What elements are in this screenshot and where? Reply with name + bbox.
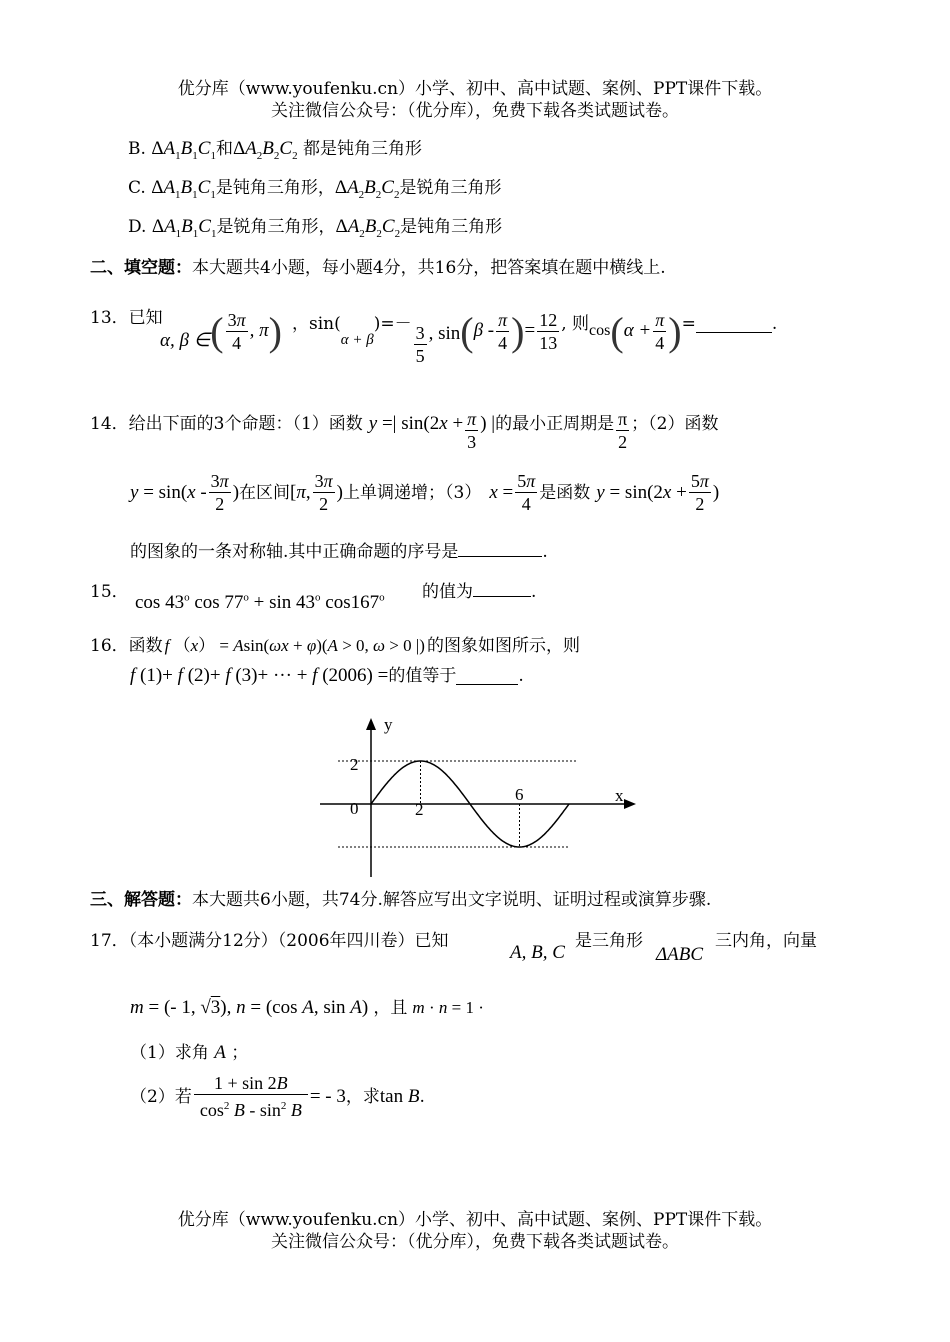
section-3-title: 三、解答题： xyxy=(90,890,192,910)
y-axis-arrow-icon xyxy=(366,718,376,730)
equals-math: = xyxy=(524,320,536,341)
q13-formula xyxy=(160,301,778,366)
q13-answer-blank xyxy=(696,316,772,333)
page-footer-line2: 关注微信公众号：（优分库），免费下载各类试题试卷。 xyxy=(271,1232,679,1252)
option-c-tail: 是锐角三角形 xyxy=(399,178,502,198)
option-c xyxy=(128,176,501,207)
equals-neg-3-math: = - 3 xyxy=(309,1085,346,1107)
q14-text-4: 在区间 xyxy=(239,482,291,503)
q17-text-4: ，且 xyxy=(373,998,408,1018)
q14-line-3-text: 的图象的一条对称轴.其中正确命题的序号是 xyxy=(130,542,459,562)
q14-text-1: 给出下面的3个命题：（1）函数 xyxy=(128,413,363,434)
q16-text-1: 函数 xyxy=(128,636,163,656)
section-3-heading xyxy=(90,888,711,912)
triangle-1-math: $\Delta A_1B_1C_1$ xyxy=(151,177,216,201)
option-c-mid: 是钝角三角形， xyxy=(215,178,335,198)
right-paren: ) xyxy=(511,308,525,354)
q14-answer-blank xyxy=(458,540,542,557)
x-tick-6-label: 6 xyxy=(515,785,524,804)
close-paren-math: ) xyxy=(232,481,240,503)
question-15-tail xyxy=(422,580,536,604)
frac-pi-4: $\frac{\pi}{4}$ xyxy=(498,309,508,353)
question-14-line-1 xyxy=(90,394,719,453)
q16-answer-blank xyxy=(456,668,518,685)
option-d xyxy=(128,215,502,246)
question-14-line-2 xyxy=(130,470,719,515)
q17-vector-line xyxy=(130,996,484,1020)
question-13 xyxy=(90,306,163,330)
angle-a-math: A xyxy=(214,1042,226,1063)
x-equals-math: x = xyxy=(489,481,514,503)
page-header-line1: 优分库（www.youfenku.cn）小学、初中、高中试题、案例、PPT课件下载。 xyxy=(177,79,773,99)
q13-period: . xyxy=(771,314,778,334)
q15-expression-math: cos 43$^o$ $\cos 77^o + \sin 43^o$ cos167$^o$ xyxy=(135,592,385,614)
q16-sum-math: f (1)+ f (2)+ f (3)+ ··· + f (2006) = xyxy=(130,665,389,686)
triangle-2-math: $\Delta A_2B_2C_2$ xyxy=(232,138,298,162)
alpha-plus-beta-math: α + β xyxy=(340,331,374,348)
q14-func-2-math: y = sin(x - xyxy=(130,481,207,503)
option-b-tail: 都是钝角三角形 xyxy=(302,139,422,159)
dot-product-math: m · n = 1 · xyxy=(412,998,484,1017)
section-2-title: 二、填空题： xyxy=(90,258,192,278)
q13-text-2: ，sin( xyxy=(291,314,341,334)
frac-5pi-2: $\frac{5\pi}{2}$ xyxy=(690,471,709,514)
left-paren: ( xyxy=(210,308,224,354)
x-axis-label: x xyxy=(615,786,624,805)
question-16-line-2 xyxy=(130,664,524,688)
section-2-desc: 本大题共4小题，每小题4分，共16分，把答案填在题中横线上. xyxy=(192,258,666,278)
origin-label: 0 xyxy=(350,799,359,818)
triangle-2-math: $\Delta A_2B_2C_2$ xyxy=(334,177,400,201)
right-paren: ) xyxy=(668,308,682,354)
frac-pi-4: $\frac{\pi}{4}$ xyxy=(655,309,665,353)
question-16-line-1 xyxy=(90,634,580,658)
tan-b-math: tan B xyxy=(379,1085,420,1107)
q13-text-1: 已知 xyxy=(128,308,163,328)
triangle-1-math: $\Delta A_1B_1C_1$ xyxy=(151,216,217,240)
cos-math: cos xyxy=(589,322,611,339)
q14-period: . xyxy=(542,542,548,562)
interval-open-math: [π, xyxy=(290,481,311,503)
right-paren: ) xyxy=(268,308,282,354)
question-14-line-3 xyxy=(130,540,548,564)
q13-text-3: )=－ xyxy=(373,314,412,334)
left-paren: ( xyxy=(460,308,474,354)
q14-number: 14． xyxy=(90,413,129,434)
q17-text-2: 是三角形 xyxy=(575,931,643,951)
alpha-plus-math: α + xyxy=(623,320,652,341)
frac-3pi-2: $\frac{3\pi}{2}$ xyxy=(314,471,333,514)
q14-func-1-math: y =| sin(2x + xyxy=(368,412,464,434)
page-header-line2: 关注微信公众号：（优分库），免费下载各类试题试卷。 xyxy=(271,101,679,121)
frac-pi-2: $\frac{\pi}{2}$ xyxy=(618,409,628,452)
q17-fraction: $\frac{1 + \sin 2B}{\cos^2 B - \sin^2 B}$ xyxy=(194,1072,308,1121)
frac-3-5: $\frac{3}{5}$ xyxy=(415,322,425,366)
frac-5pi-4: $\frac{5\pi}{4}$ xyxy=(517,471,536,514)
option-b-mid: 和 xyxy=(215,139,233,159)
q17-number: 17． xyxy=(90,931,129,951)
frac-3pi-2: $\frac{3\pi}{2}$ xyxy=(210,471,229,514)
q17-part-2-text: （2）若 xyxy=(130,1086,192,1107)
q15-formula xyxy=(135,592,385,614)
triangle-abc-math: ΔABC xyxy=(656,944,704,965)
option-c-label: C. xyxy=(128,178,146,198)
frac-3pi-4: $\frac{3\pi}{4}$ xyxy=(227,309,246,353)
q17-text-3: 三内角，向量 xyxy=(715,931,817,951)
close-paren-math: ) xyxy=(712,481,720,503)
triangle-1-math: $\Delta A_1B_1C_1$ xyxy=(151,138,216,162)
option-d-mid: 是锐角三角形， xyxy=(216,217,336,237)
q15-period: . xyxy=(531,582,537,602)
q17-part-2-mid: ，求 xyxy=(345,1086,380,1107)
q16-period: . xyxy=(518,666,524,686)
section-2-heading xyxy=(90,256,666,280)
x-tick-2-label: 2 xyxy=(415,800,424,819)
sin-math: , sin xyxy=(428,323,461,344)
frac-pi-3: $\frac{\pi}{3}$ xyxy=(467,409,477,452)
q16-number: 16． xyxy=(90,636,129,656)
abc-math: A, B, C xyxy=(510,942,565,963)
q16-text-3: 的值等于 xyxy=(388,666,457,686)
q17-part-1-end: ； xyxy=(231,1043,249,1063)
x-axis-arrow-icon xyxy=(624,799,636,809)
q16-function-math: f （x） = Asin(ωx + φ)(A > 0, ω > 0 |) xyxy=(164,636,425,655)
option-d-tail: 是钝角三角形 xyxy=(400,217,503,237)
q17-part-2-end: . xyxy=(419,1086,425,1107)
pi-math: , π xyxy=(249,320,269,341)
q16-sine-graph xyxy=(310,712,650,882)
q14-text-3: ；（2）函数 xyxy=(631,413,719,434)
y-tick-2-label: 2 xyxy=(350,755,359,774)
q14-text-2: 的最小正周期是 xyxy=(495,413,615,434)
q17-part-1 xyxy=(130,1041,248,1065)
q14-text-5: 上单调递增；（3） xyxy=(343,482,482,503)
triangle-2-math: $\Delta A_2B_2C_2$ xyxy=(335,216,401,240)
left-paren: ( xyxy=(610,308,624,354)
q16-text-2: 的图象如图所示，则 xyxy=(426,636,580,656)
frac-12-13: $\frac{12}{13}$ xyxy=(539,309,558,353)
q15-answer-blank xyxy=(473,580,531,597)
q15-number: 15． xyxy=(90,582,129,602)
q13-number: 13． xyxy=(90,308,129,328)
q14-func-3-math: y = sin(2x + xyxy=(596,481,687,503)
option-b xyxy=(128,137,422,168)
q17-part-1-text: （1）求角 xyxy=(130,1043,209,1063)
vector-m-n-math: m = (- 1, √3), n = (cos A, sin A) xyxy=(130,997,369,1018)
question-17-line-1 xyxy=(90,929,449,953)
q13-equals: = xyxy=(681,314,696,334)
q14-text-6: 是函数 xyxy=(539,482,591,503)
interval-close-math: ) xyxy=(336,481,343,503)
q17-text-1: （本小题满分12分）（2006年四川卷）已知 xyxy=(128,931,449,951)
q14-func-1-end-math: ) | xyxy=(480,412,496,434)
option-d-label: D. xyxy=(128,217,147,237)
beta-minus-math: β - xyxy=(473,320,495,341)
y-axis-label: y xyxy=(384,715,393,734)
page-footer-line1: 优分库（www.youfenku.cn）小学、初中、高中试题、案例、PPT课件下载。 xyxy=(177,1210,773,1230)
option-b-label: B. xyxy=(128,139,146,159)
alpha-beta-math: α, β ∈ xyxy=(160,329,211,351)
section-3-desc: 本大题共6小题，共74分.解答应写出文字说明、证明过程或演算步骤. xyxy=(192,890,712,910)
q13-text-4: , 则 xyxy=(561,314,590,334)
q17-part-2 xyxy=(130,1072,425,1121)
q15-text-1: 的值为 xyxy=(422,582,473,602)
